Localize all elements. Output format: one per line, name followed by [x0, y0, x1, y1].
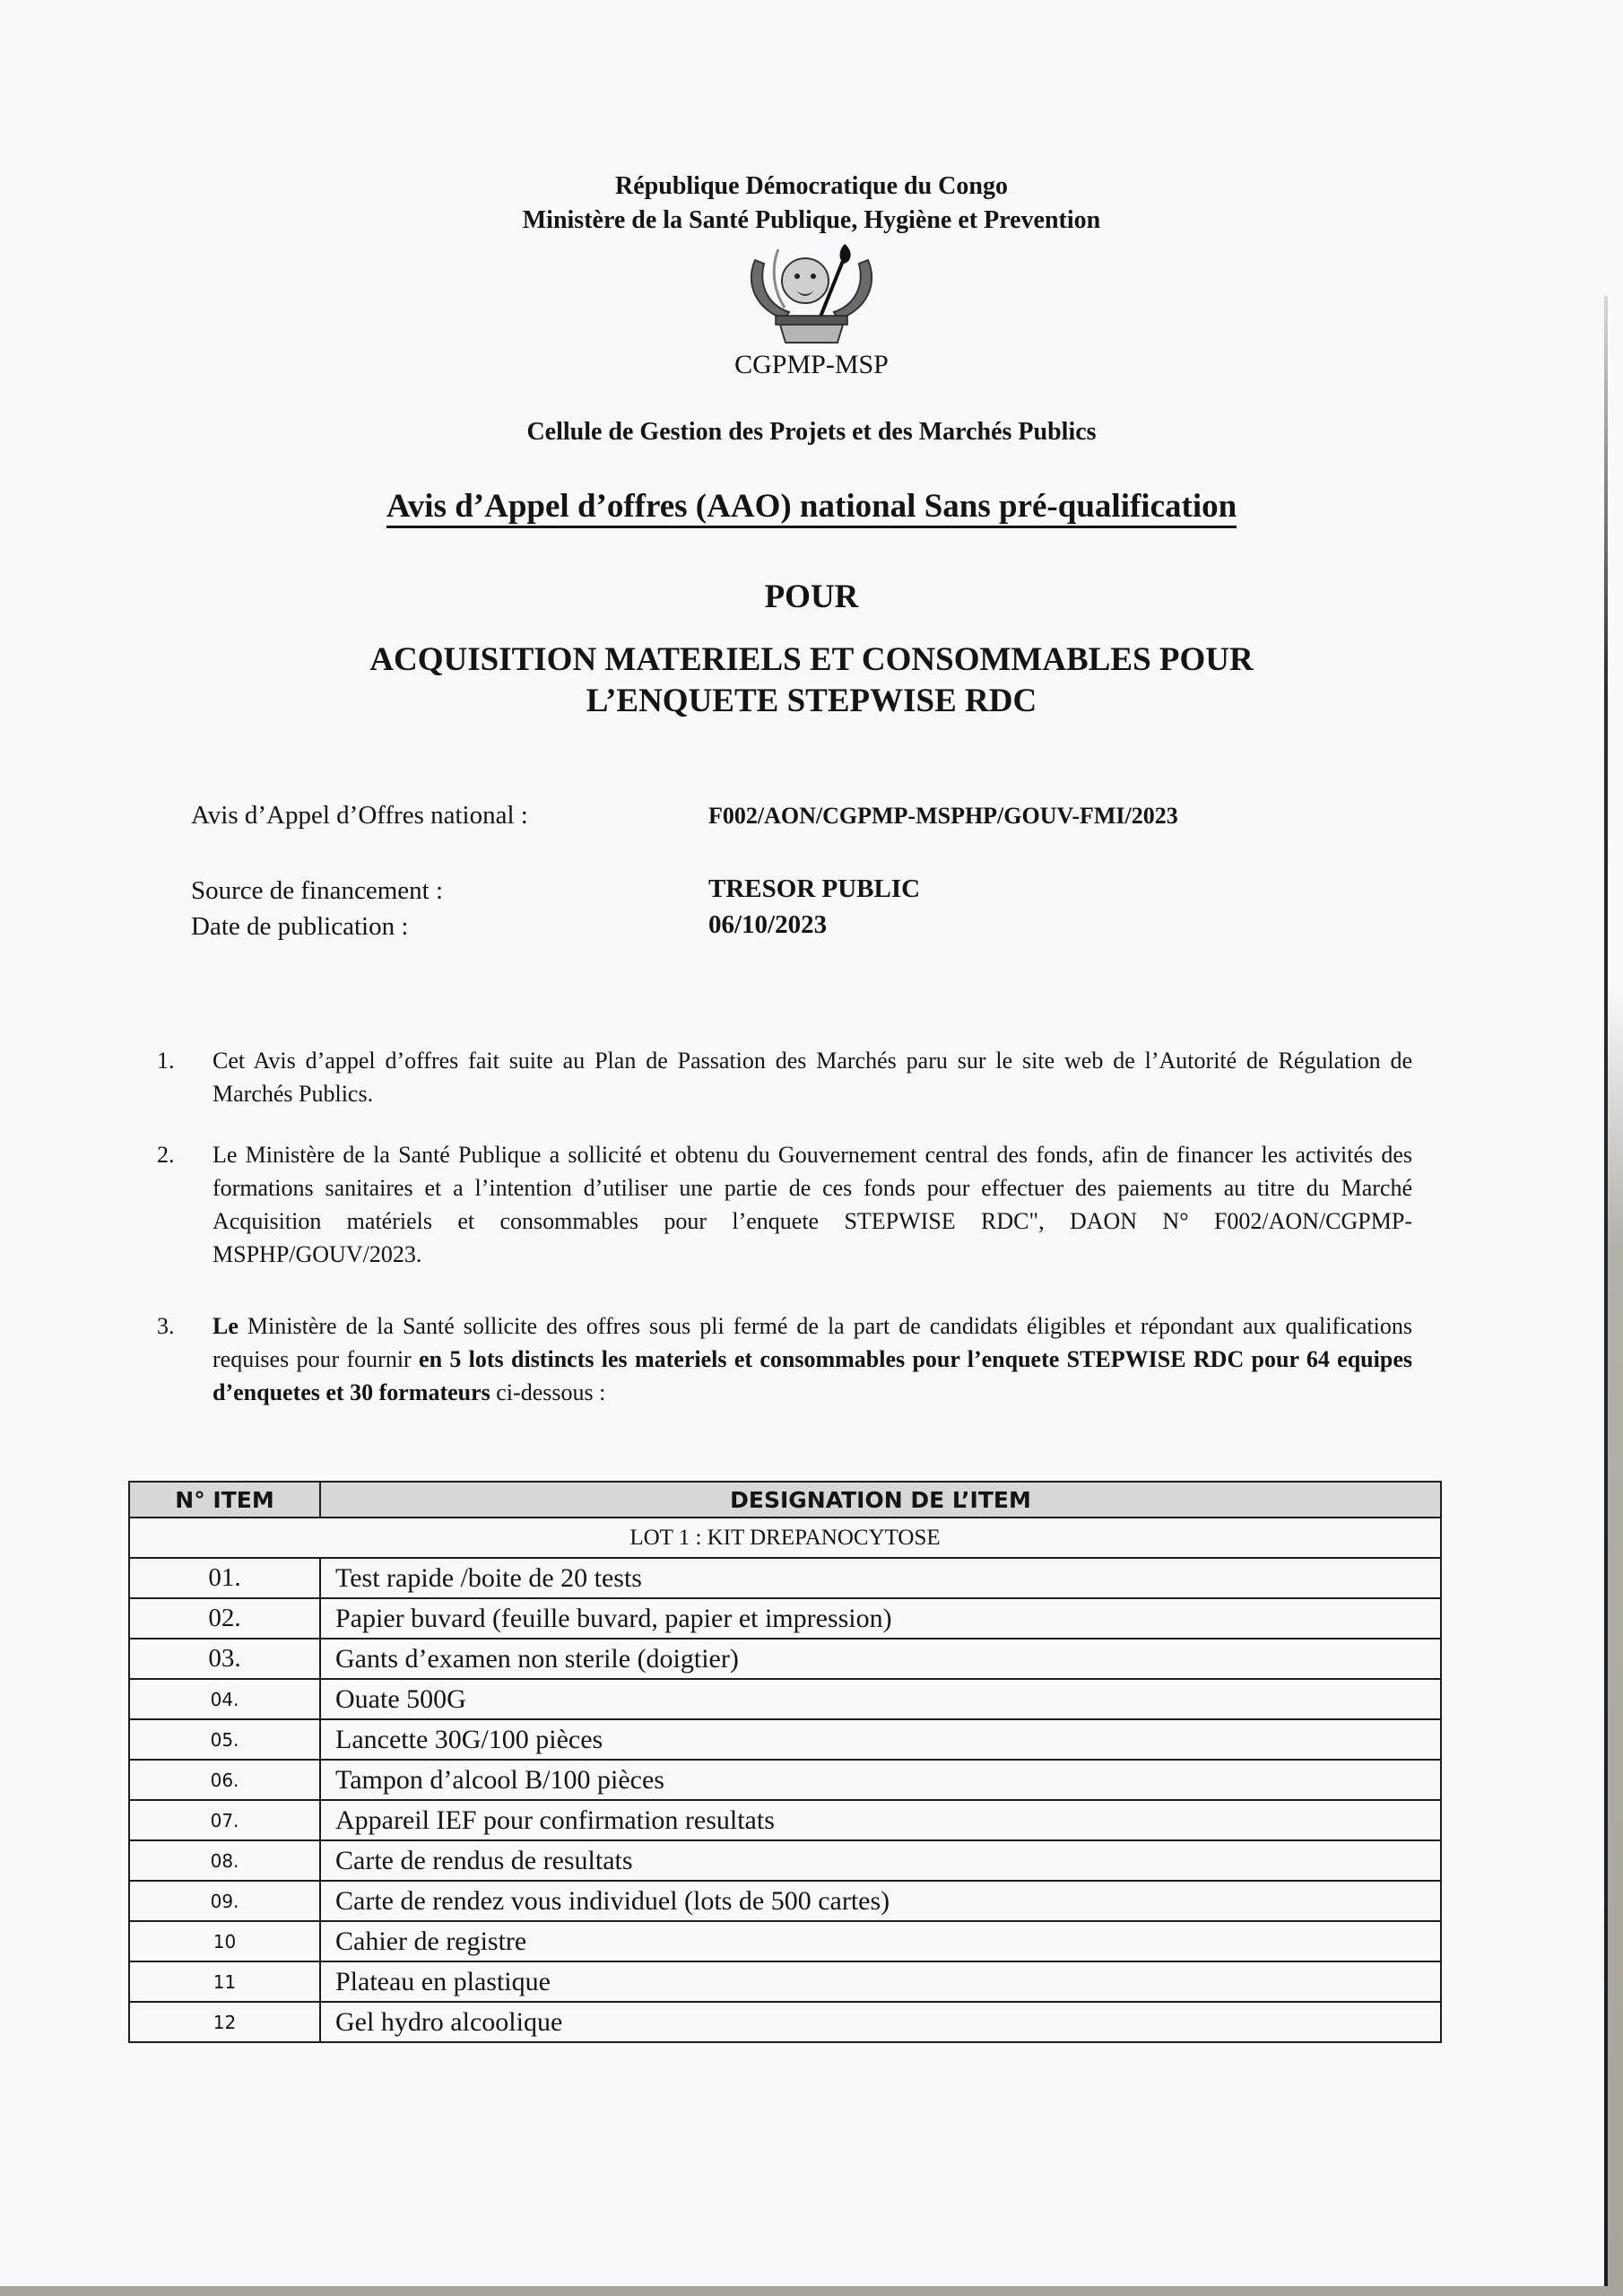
item-number: 12: [129, 2002, 320, 2042]
item-designation: Test rapide /boite de 20 tests: [320, 1558, 1441, 1598]
item-number: 03.: [129, 1639, 320, 1679]
lot-title: LOT 1 : KIT DREPANOCYTOSE: [129, 1518, 1441, 1558]
reference-value: F002/AON/CGPMP-MSPHP/GOUV-FMI/2023: [708, 803, 1178, 829]
table-row: [129, 1598, 1441, 1639]
table-row: [129, 1800, 1441, 1840]
table-row: [129, 1881, 1441, 1921]
publication-date-value: 06/10/2023: [708, 910, 828, 939]
item-designation: Appareil IEF pour confirmation resultats: [320, 1800, 1441, 1840]
table-row: [129, 1719, 1441, 1760]
item-number: 08.: [129, 1840, 320, 1881]
paragraph-text-part-2: ci-dessous :: [490, 1379, 606, 1405]
item-number: 05.: [129, 1719, 320, 1760]
item-designation: Papier buvard (feuille buvard, papier et impression): [320, 1598, 1441, 1639]
paragraph-1: [157, 1044, 1412, 1110]
table-header-row: [129, 1482, 1441, 1518]
item-number: 04.: [129, 1679, 320, 1719]
paragraph-emphasis: en 5 lots distincts les materiels et consommables pour l’enquete STEPWISE RDC pour 64 equipes d’enquetes et 30 formateurs: [213, 1346, 1412, 1405]
coat-of-arms-icon: [735, 240, 888, 348]
cell-full-name: Cellule de Gestion des Projets et des Marchés Publics: [526, 418, 1097, 446]
item-designation: Tampon d’alcool B/100 pièces: [320, 1760, 1441, 1800]
paragraph-number: 1.: [157, 1048, 175, 1074]
paragraph-text: [213, 1309, 1412, 1409]
publication-date-label: Date de publication :: [191, 912, 409, 941]
reference-label: Avis d’Appel d’Offres national :: [191, 801, 528, 830]
funding-source-label: Source de financement :: [191, 876, 444, 905]
item-number: 10: [129, 1921, 320, 1961]
country-name: République Démocratique du Congo: [615, 172, 1008, 200]
table-row: [129, 1639, 1441, 1679]
table-row: [129, 2002, 1441, 2042]
cell-acronym: CGPMP-MSP: [734, 350, 889, 379]
item-number: 11: [129, 1961, 320, 2002]
notice-type-title-text: Avis d’Appel d’offres (AAO) national Sans pré-qualification: [386, 488, 1237, 528]
lot-title-row: [129, 1518, 1441, 1558]
item-number: 02.: [129, 1598, 320, 1639]
table-row: [129, 1760, 1441, 1800]
paragraph-2: [157, 1138, 1412, 1271]
scan-margin-strip-right: [1608, 987, 1623, 2296]
paragraph-text: Le Ministère de la Santé Publique a sollicité et obtenu du Gouvernement central des fonds, afin de financer les activités des formations sanitaires et a l’intention d’utiliser une partie de ces fonds pour effectuer des paiements au titre du Marché Acquisition matériels et consommables pour l’enquete STEPWISE RDC", DAON N° F002/AON/CGPMP-MSPHP/GOUV/2023.: [213, 1142, 1412, 1267]
paragraph-lead-word: Le: [213, 1313, 239, 1339]
item-designation: Gel hydro alcoolique: [320, 2002, 1441, 2042]
table-row: [129, 1558, 1441, 1598]
paragraph-3: [157, 1309, 1412, 1409]
column-header-item-number: N° ITEM: [129, 1482, 320, 1518]
item-designation: Ouate 500G: [320, 1679, 1441, 1719]
table-row: [129, 1961, 1441, 2002]
funding-source-value: TRESOR PUBLIC: [708, 874, 921, 903]
paragraph-text-part-1: Ministère de la Santé sollicite des offres sous pli fermé de la part de candidats éligibles et répondant aux qualifications requises pour fournir: [213, 1313, 1412, 1372]
paragraph-text: Cet Avis d’appel d’offres fait suite au Plan de Passation des Marchés paru sur le site web de l’Autorité de Régulation de Marchés Publics.: [213, 1048, 1412, 1107]
item-number: 06.: [129, 1760, 320, 1800]
item-designation: Carte de rendus de resultats: [320, 1840, 1441, 1881]
table-row: [129, 1840, 1441, 1881]
column-header-designation: DESIGNATION DE L’ITEM: [320, 1482, 1441, 1518]
item-designation: Carte de rendez vous individuel (lots de 500 cartes): [320, 1881, 1441, 1921]
items-table: [128, 1481, 1442, 2043]
item-designation: Lancette 30G/100 pièces: [320, 1719, 1441, 1760]
pour-heading: POUR: [764, 578, 859, 615]
table-row: [129, 1679, 1441, 1719]
subject-title-line-1: ACQUISITION MATERIELS ET CONSOMMABLES POUR: [369, 641, 1254, 678]
ministry-name: Ministère de la Santé Publique, Hygiène et Prevention: [522, 206, 1101, 234]
item-number: 07.: [129, 1800, 320, 1840]
table-row: [129, 1921, 1441, 1961]
paragraph-number: 2.: [157, 1142, 175, 1168]
item-designation: Gants d’examen non sterile (doigtier): [320, 1639, 1441, 1679]
notice-type-title: [0, 487, 1623, 526]
subject-title-line-2: L’ENQUETE STEPWISE RDC: [586, 683, 1037, 719]
item-number: 01.: [129, 1558, 320, 1598]
paragraph-number: 3.: [157, 1313, 175, 1339]
item-designation: Plateau en plastique: [320, 1961, 1441, 2002]
scan-margin-strip-bottom: [0, 2286, 1623, 2296]
item-designation: Cahier de registre: [320, 1921, 1441, 1961]
item-number: 09.: [129, 1881, 320, 1921]
